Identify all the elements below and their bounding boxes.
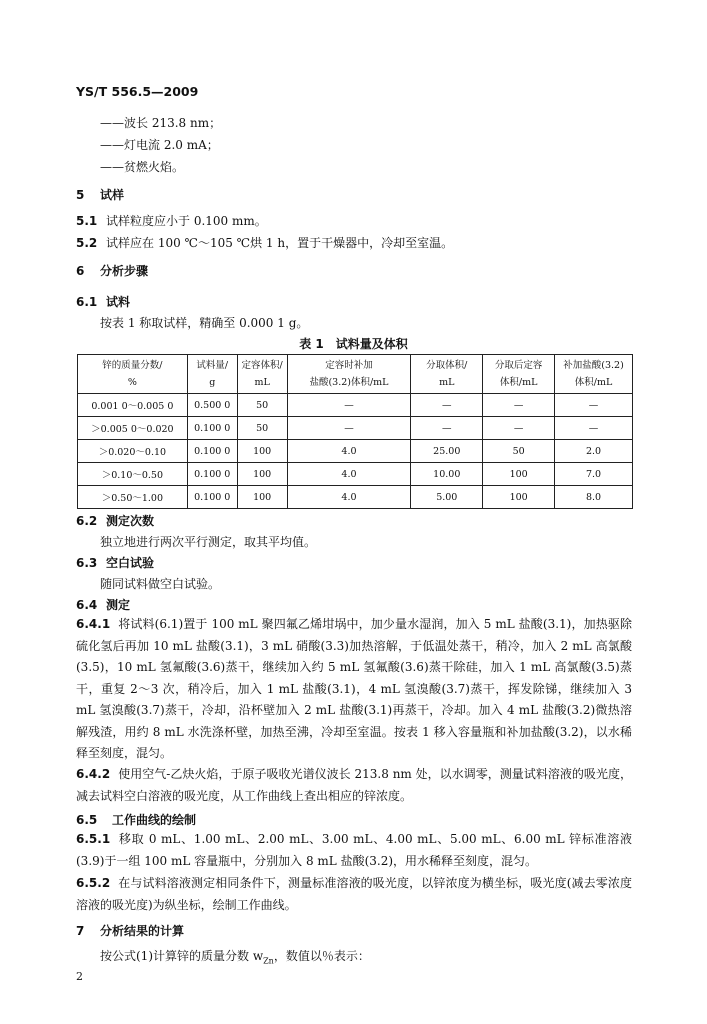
clause-title: 测定次数 bbox=[106, 514, 155, 528]
param-lamp-current: ——灯电流 2.0 mA； bbox=[100, 138, 219, 152]
table-row bbox=[78, 394, 633, 417]
table-cell: 100 bbox=[237, 440, 287, 463]
table-cell: — bbox=[287, 394, 411, 417]
table-cell: ＞0.50～1.00 bbox=[78, 486, 188, 509]
clause-6-3-text: 随同试料做空白试验。 bbox=[100, 577, 221, 591]
clause-number: 6.3 bbox=[76, 556, 98, 570]
table-header-row bbox=[78, 355, 633, 394]
standard-code-header: YS/T 556.5—2009 bbox=[76, 84, 199, 99]
param-wavelength: ——波长 213.8 nm； bbox=[100, 116, 222, 130]
table-cell: 100 bbox=[237, 486, 287, 509]
header-cell: 试料量/ g bbox=[187, 355, 237, 394]
section-title: 分析步骤 bbox=[100, 264, 149, 278]
table-cell: 4.0 bbox=[287, 463, 411, 486]
section-6-heading bbox=[76, 262, 148, 280]
section-number: 5 bbox=[76, 188, 85, 202]
table-row bbox=[78, 463, 633, 486]
clause-number: 6.4 bbox=[76, 598, 98, 612]
table-row bbox=[78, 440, 633, 463]
clause-number: 5.1 bbox=[76, 214, 98, 228]
section-5-heading bbox=[76, 186, 124, 204]
table-cell: — bbox=[411, 417, 483, 440]
section-title: 试样 bbox=[100, 188, 125, 202]
clause-number: 6.5.2 bbox=[76, 876, 111, 890]
table-cell: 7.0 bbox=[555, 463, 633, 486]
table-cell: — bbox=[483, 394, 555, 417]
table-cell: 8.0 bbox=[555, 486, 633, 509]
clause-6-5-2 bbox=[76, 873, 632, 916]
table-cell: 100 bbox=[483, 486, 555, 509]
header-cell: 定容体积/ mL bbox=[237, 355, 287, 394]
table-cell: 0.500 0 bbox=[187, 394, 237, 417]
table-cell: 10.00 bbox=[411, 463, 483, 486]
table-cell: — bbox=[555, 417, 633, 440]
table-cell: — bbox=[483, 417, 555, 440]
table-row bbox=[78, 486, 633, 509]
section-7-heading bbox=[76, 922, 184, 940]
header-cell: 分取后定容 体积/mL bbox=[483, 355, 555, 394]
table-1 bbox=[77, 354, 633, 509]
table-cell: 0.100 0 bbox=[187, 486, 237, 509]
table-cell: 4.0 bbox=[287, 440, 411, 463]
table-cell: 50 bbox=[237, 417, 287, 440]
header-cell: 锌的质量分数/ % bbox=[78, 355, 188, 394]
table-1-caption: 表 1 试料量及体积 bbox=[299, 337, 408, 351]
clause-5-1 bbox=[76, 212, 267, 230]
table-row bbox=[78, 417, 633, 440]
table-cell: — bbox=[555, 394, 633, 417]
table-cell: 0.100 0 bbox=[187, 417, 237, 440]
param-flame: ——贫燃火焰。 bbox=[100, 160, 185, 174]
clause-title: 试料 bbox=[106, 295, 131, 309]
clause-number: 6.5 bbox=[76, 813, 98, 827]
section-number: 7 bbox=[76, 924, 85, 938]
table-cell: 50 bbox=[237, 394, 287, 417]
clause-6-4-1 bbox=[76, 614, 632, 765]
table-cell: — bbox=[411, 394, 483, 417]
clause-text: 试样应在 100 ℃～105 ℃烘 1 h，置于干燥器中，冷却至室温。 bbox=[106, 236, 454, 250]
clause-number: 5.2 bbox=[76, 236, 98, 250]
clause-6-4-2 bbox=[76, 764, 632, 807]
clause-6-1-text: 按表 1 称取试样，精确至 0.000 1 g。 bbox=[100, 316, 309, 330]
clause-number: 6.4.2 bbox=[76, 767, 111, 781]
clause-text: 移取 0 mL、1.00 mL、2.00 mL、3.00 mL、4.00 mL、5.00 mL、6.00 mL 锌标准溶液(3.9)于一组 100 mL 容量瓶中，分别加入 8 mL 盐酸(3.2)，用水稀释至刻度，混匀。 bbox=[76, 832, 632, 868]
clause-text: 在与试料溶液测定相同条件下，测量标准溶液的吸光度，以锌浓度为横坐标，吸光度(减去零浓度溶液的吸光度)为纵坐标，绘制工作曲线。 bbox=[76, 876, 632, 912]
clause-6-5-heading bbox=[76, 811, 196, 829]
table-cell: ＞0.005 0～0.020 bbox=[78, 417, 188, 440]
table-cell: 0.100 0 bbox=[187, 440, 237, 463]
table-cell: 5.00 bbox=[411, 486, 483, 509]
clause-6-5-1 bbox=[76, 829, 632, 872]
clause-number: 6.1 bbox=[76, 295, 98, 309]
table-cell: ＞0.020～0.10 bbox=[78, 440, 188, 463]
clause-title: 工作曲线的绘制 bbox=[112, 813, 197, 827]
clause-6-3-heading bbox=[76, 554, 154, 572]
table-cell: ＞0.10～0.50 bbox=[78, 463, 188, 486]
clause-number: 6.2 bbox=[76, 514, 98, 528]
clause-text: 将试料(6.1)置于 100 mL 聚四氟乙烯坩埚中，加少量水湿润，加入 5 mL 盐酸(3.1)，加热驱除硫化氢后再加 10 mL 盐酸(3.1)，3 mL 硝酸(3.3)加热溶解，于低温处蒸干，稍冷，加入 2 mL 高氯酸(3.5)，10 mL 氢氟酸(3.6)蒸干，继续加入约 5 mL 氢氟酸(3.6)蒸干除硅，加入 1 mL 高氯酸(3.5)蒸干，重复 2～3 次，稍冷后，加入 1 mL 盐酸(3.1)，4 mL 氢溴酸(3.7)蒸干，挥发除锑，继续加入 3 mL 氢溴酸(3.7)蒸干，冷却，沿杯壁加入 2 mL 盐酸(3.1)再蒸干，冷却。加入 4 mL 盐酸(3.2)微热溶解残渣，用约 8 mL 水洗涤杯壁，加热至沸，冷却至室温。按表 1 移入容量瓶和补加盐酸(3.2)，以水稀释至刻度，混匀。 bbox=[76, 617, 632, 760]
table-cell: 100 bbox=[237, 463, 287, 486]
header-cell: 分取体积/ mL bbox=[411, 355, 483, 394]
table-cell: 2.0 bbox=[555, 440, 633, 463]
table-cell: 4.0 bbox=[287, 486, 411, 509]
clause-title: 测定 bbox=[106, 598, 131, 612]
table-cell: 0.100 0 bbox=[187, 463, 237, 486]
table-cell: 50 bbox=[483, 440, 555, 463]
clause-number: 6.5.1 bbox=[76, 832, 111, 846]
clause-6-1-heading bbox=[76, 293, 130, 311]
clause-number: 6.4.1 bbox=[76, 617, 111, 631]
section-number: 6 bbox=[76, 264, 85, 278]
table-cell: 100 bbox=[483, 463, 555, 486]
clause-6-4-heading bbox=[76, 596, 130, 614]
clause-5-2 bbox=[76, 234, 453, 252]
clause-title: 空白试验 bbox=[106, 556, 155, 570]
clause-6-2-heading bbox=[76, 512, 154, 530]
table-cell: 25.00 bbox=[411, 440, 483, 463]
section-title: 分析结果的计算 bbox=[100, 924, 185, 938]
table-cell: 0.001 0～0.005 0 bbox=[78, 394, 188, 417]
clause-text: 使用空气-乙炔火焰，于原子吸收光谱仪波长 213.8 nm 处，以水调零，测量试料溶液的吸光度，减去试料空白溶液的吸光度，从工作曲线上查出相应的锌浓度。 bbox=[76, 767, 632, 803]
page-number: 2 bbox=[76, 970, 83, 983]
clause-6-2-text: 独立地进行两次平行测定，取其平均值。 bbox=[100, 535, 317, 549]
clause-text: 试样粒度应小于 0.100 mm。 bbox=[106, 214, 267, 228]
table-cell: — bbox=[287, 417, 411, 440]
section-7-text: 按公式(1)计算锌的质量分数 $w_{Zn}$，数值以％表示： bbox=[100, 949, 370, 966]
header-cell: 补加盐酸(3.2) 体积/mL bbox=[555, 355, 633, 394]
header-cell: 定容时补加 盐酸(3.2)体积/mL bbox=[287, 355, 411, 394]
